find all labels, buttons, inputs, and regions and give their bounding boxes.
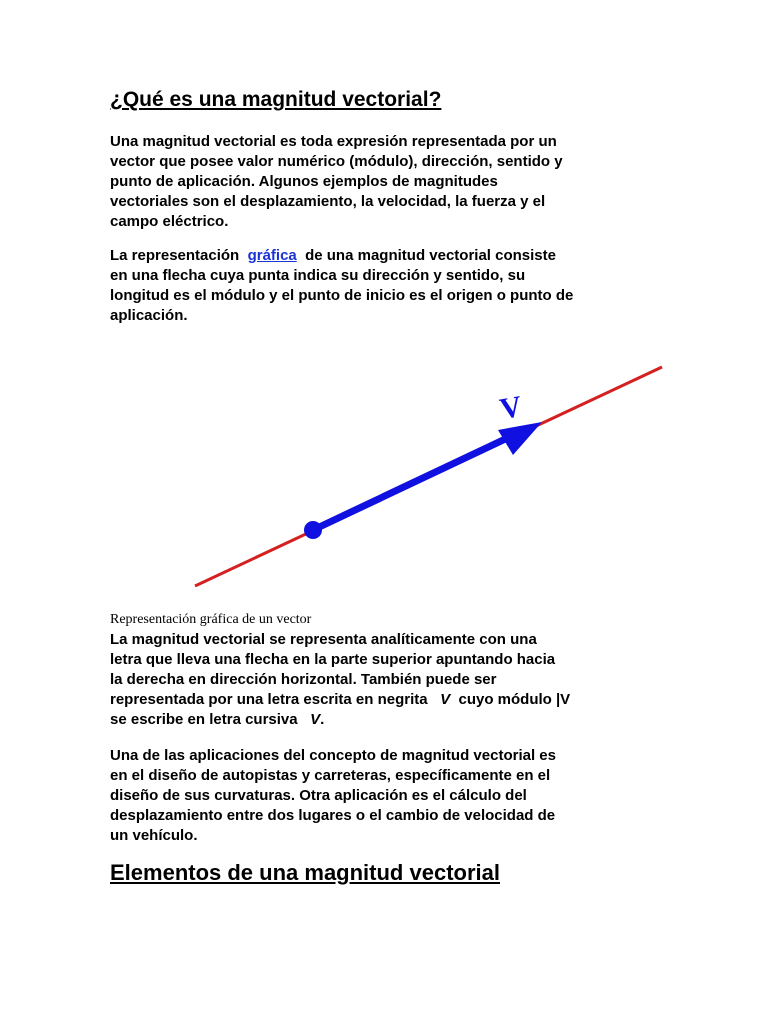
vector-symbol-bold: V	[440, 691, 451, 708]
page-title: ¿Qué es una magnitud vectorial?	[110, 88, 442, 111]
paragraph-analytic	[110, 630, 666, 730]
vector-label: V	[497, 389, 525, 426]
paragraph-line: La magnitud vectorial se representa analíticamente con una	[110, 631, 537, 648]
paragraph-line: en una flecha cuya punta indica su dirección y sentido, su	[110, 267, 526, 284]
paragraph-line: un vehículo.	[110, 827, 198, 844]
paragraph-line: la derecha en dirección horizontal. También puede ser	[110, 671, 497, 688]
text-run: representada por una letra escrita en negrita	[110, 691, 441, 708]
figure-caption: Representación gráfica de un vector	[110, 612, 312, 627]
grafica-link[interactable]: gráfica	[247, 247, 297, 264]
vector-shaft	[313, 432, 520, 530]
paragraph-line: aplicación.	[110, 307, 188, 324]
paragraph-line: letra que lleva una flecha en la parte superior apuntando hacia	[110, 651, 556, 668]
paragraph-line: diseño de sus curvaturas. Otra aplicación es el cálculo del	[110, 787, 527, 804]
text-run: cuyo módulo |V	[450, 691, 571, 708]
paragraph-line	[110, 246, 666, 266]
arrowhead-icon	[498, 422, 542, 455]
paragraph-line: longitud es el módulo y el punto de inicio es el origen o punto de	[110, 287, 574, 304]
paragraph-line: Una de las aplicaciones del concepto de magnitud vectorial es	[110, 747, 556, 764]
vector-symbol-italic: V	[310, 711, 321, 728]
paragraph-line	[110, 690, 666, 710]
paragraph-definition	[110, 132, 666, 232]
paragraph-line: campo eléctrico.	[110, 213, 229, 230]
text-run: .	[320, 711, 325, 728]
vector-figure	[180, 352, 680, 602]
paragraph-representation	[110, 246, 666, 326]
text-run: La representación	[110, 247, 248, 264]
paragraph-line: vectoriales son el desplazamiento, la velocidad, la fuerza y el	[110, 193, 546, 210]
paragraph-line: punto de aplicación. Algunos ejemplos de magnitudes	[110, 173, 498, 190]
paragraph-line: Una magnitud vectorial es toda expresión representada por un	[110, 133, 557, 150]
paragraph-line: desplazamiento entre dos lugares o el cambio de velocidad de	[110, 807, 556, 824]
paragraph-line: en el diseño de autopistas y carreteras, específicamente en el	[110, 767, 551, 784]
paragraph-line	[110, 710, 666, 730]
application-point	[304, 521, 322, 539]
section-heading: Elementos de una magnitud vectorial	[110, 860, 500, 885]
text-run: de una magnitud vectorial consiste	[296, 247, 556, 264]
paragraph-applications	[110, 746, 666, 846]
paragraph-line: vector que posee valor numérico (módulo), dirección, sentido y	[110, 153, 563, 170]
text-run: se escribe en letra cursiva	[110, 711, 311, 728]
